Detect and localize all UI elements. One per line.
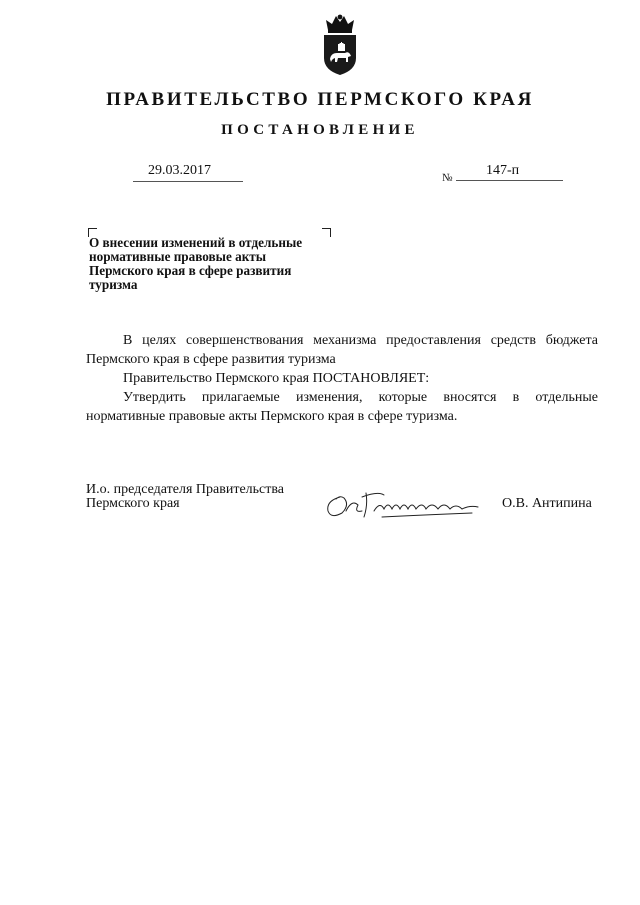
paragraph: В целях совершенствования механизма предоставления средств бюджета Пермского края в сфере развития туризма <box>86 333 598 367</box>
position-line: Пермского края <box>86 496 180 511</box>
paragraph: Правительство Пермского края ПОСТАНОВЛЯЕТ: <box>123 371 430 386</box>
number-sign: № <box>442 172 453 184</box>
coat-of-arms-icon <box>318 12 362 78</box>
date-underline <box>133 181 243 182</box>
handwritten-signature-icon <box>322 487 490 521</box>
position-line: И.о. председателя Правительства <box>86 482 285 497</box>
paragraph: Утвердить прилагаемые изменения, которые вносятся в отдельные нормативные правовые акты Пермского края в сфере туризма. <box>86 390 598 424</box>
government-title: ПРАВИТЕЛЬСТВО ПЕРМСКОГО КРАЯ <box>106 89 534 110</box>
subject-line: Пермского края в сфере развития <box>89 263 292 278</box>
document-number: 147-п <box>486 163 520 178</box>
subject-line: нормативные правовые акты <box>89 249 267 264</box>
signatory-name: О.В. Антипина <box>502 496 592 511</box>
subject-line: туризма <box>89 277 138 292</box>
document-body <box>86 331 598 426</box>
document-subject <box>89 236 339 292</box>
document-date: 29.03.2017 <box>148 163 211 178</box>
subject-line: О внесении изменений в отдельные <box>89 235 303 250</box>
signatory-position <box>86 483 284 511</box>
number-underline <box>456 180 563 181</box>
document-type: ПОСТАНОВЛЕНИЕ <box>221 122 419 138</box>
